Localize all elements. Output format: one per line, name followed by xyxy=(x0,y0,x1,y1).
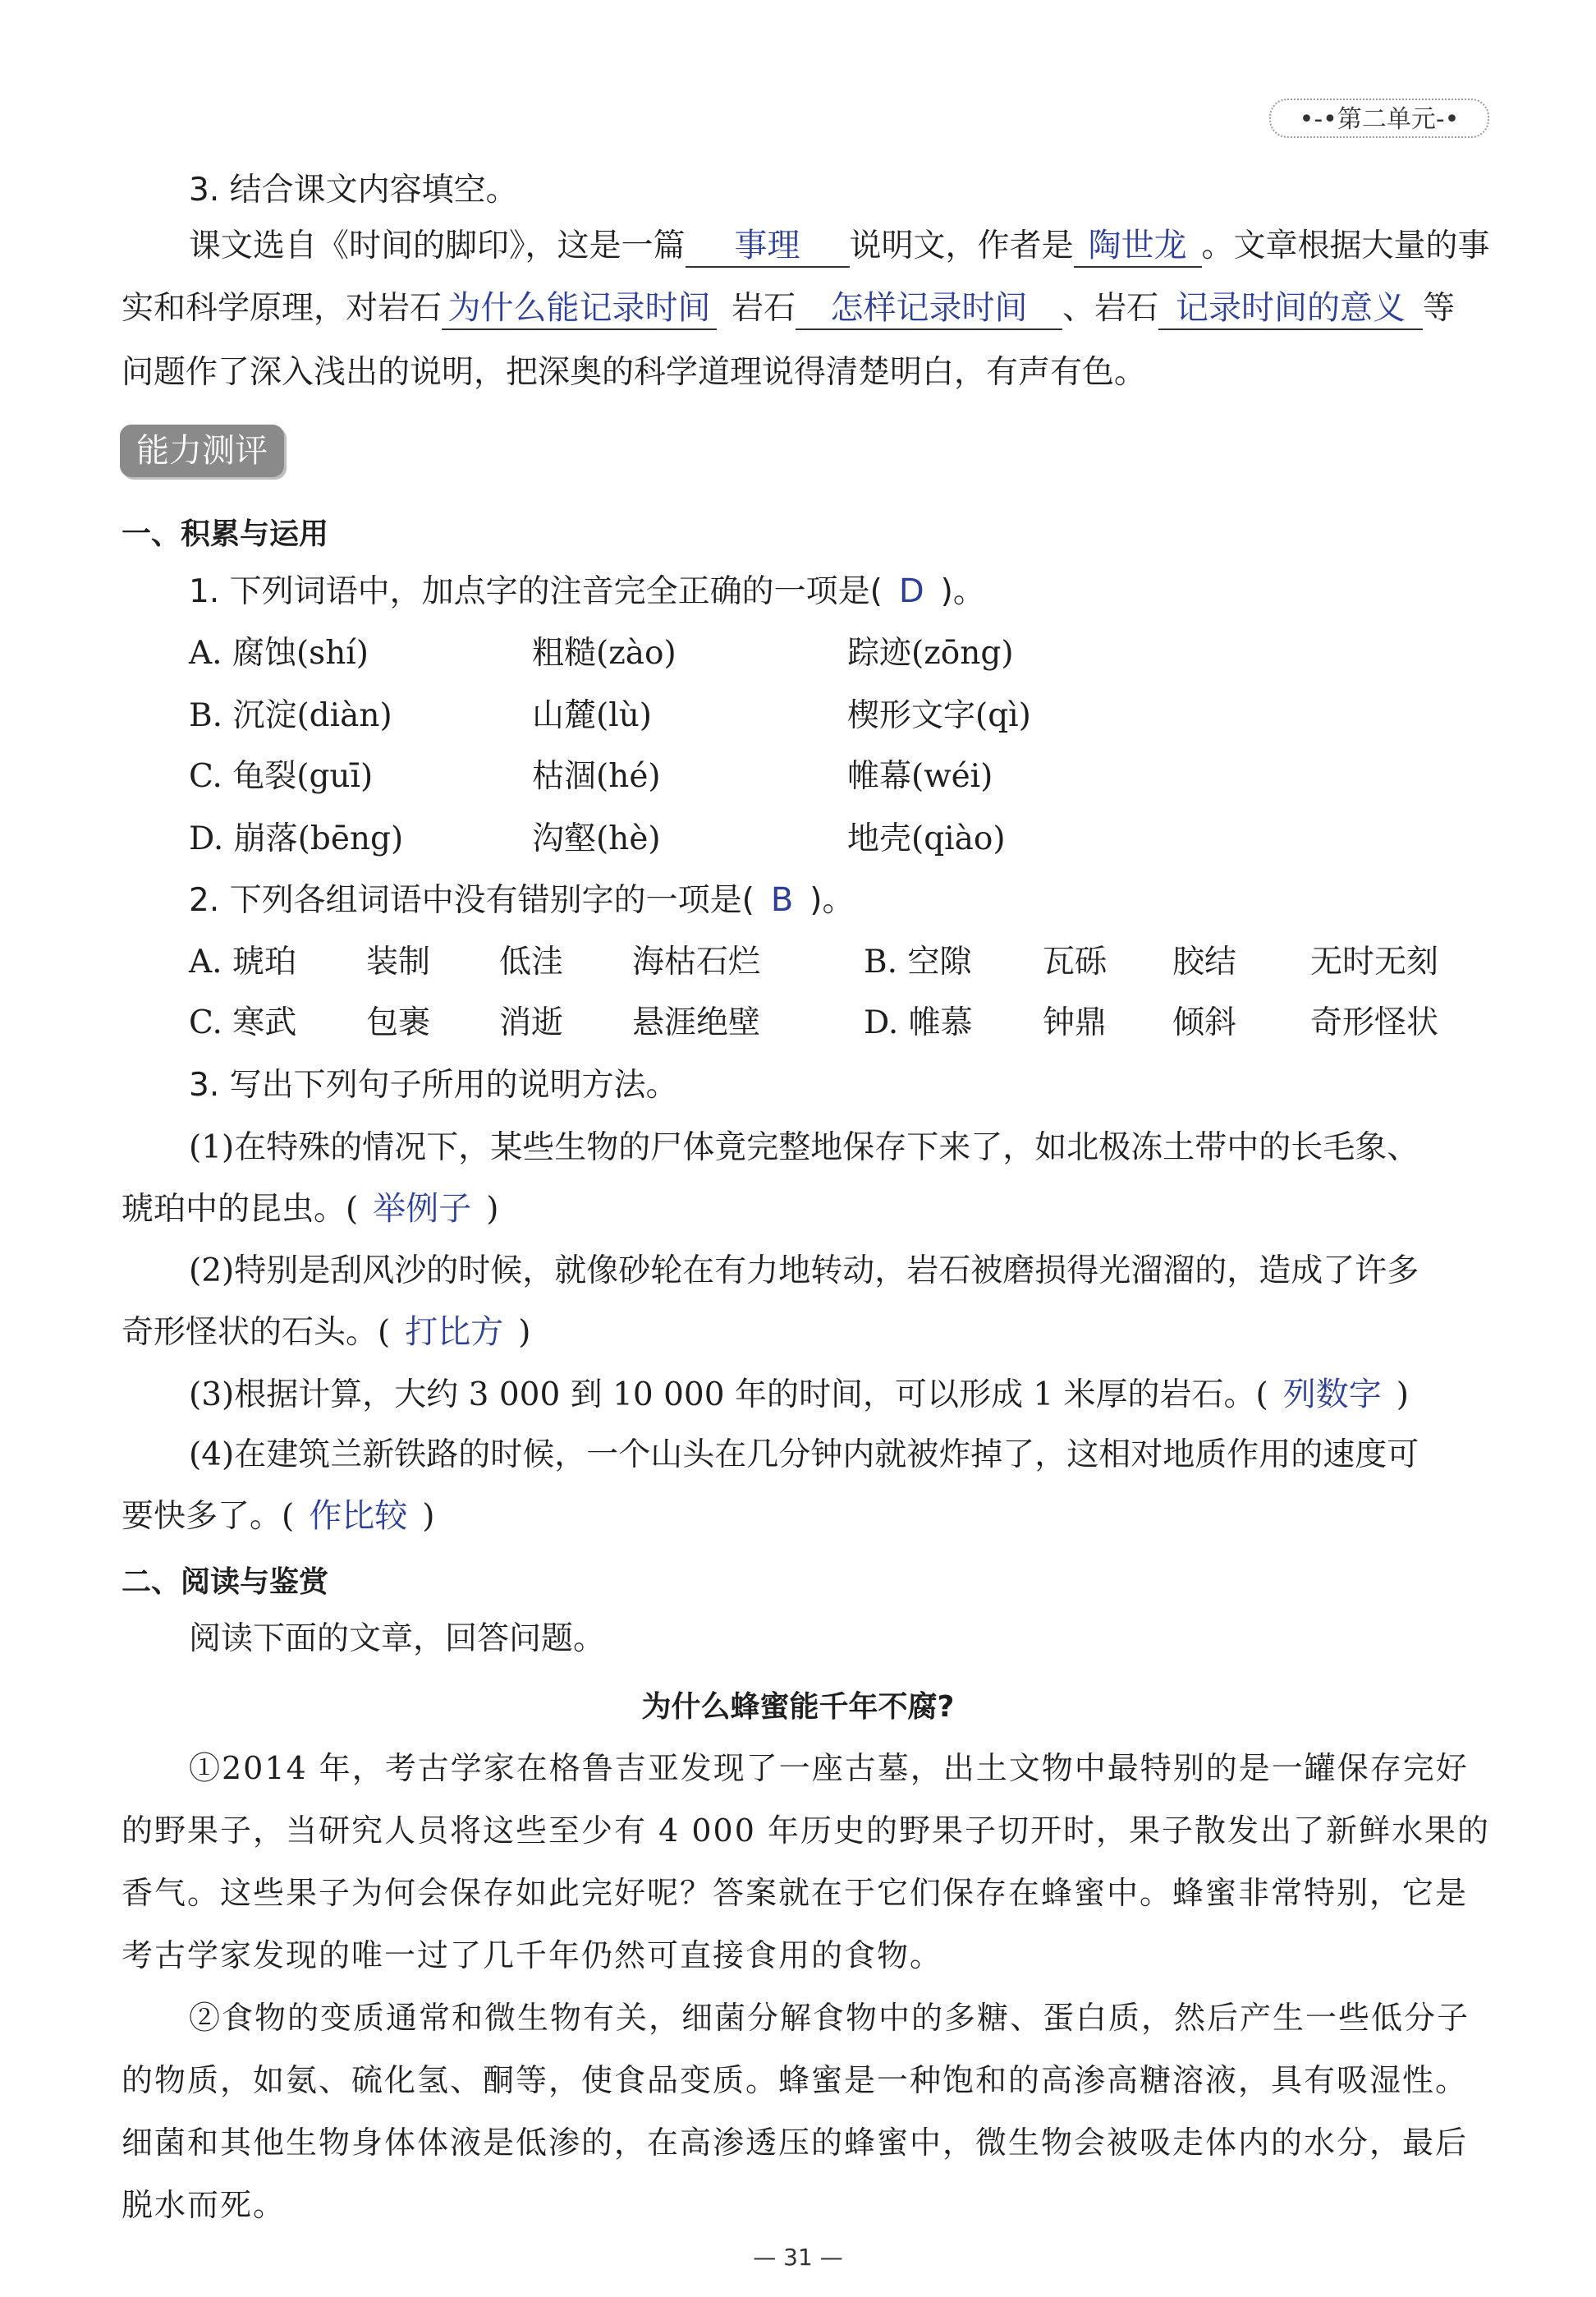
q2-stem-a: 2. 下列各组词语中没有错别字的一项是( xyxy=(189,882,754,919)
fill-line-1-b: 说明文，作者是 xyxy=(849,227,1074,264)
q2-rowD-word-1: 钟鼎 xyxy=(1043,1004,1108,1041)
q3-s2-b: 奇形怪状的石头。( xyxy=(122,1314,391,1351)
q3-s4-b-line xyxy=(122,1493,434,1540)
q3-s2-close: ) xyxy=(518,1314,531,1351)
q3-s1-close: ) xyxy=(486,1191,499,1228)
article-p1-line-2: 香气。这些果子为何会保存如此完好呢？答案就在于它们保存在蜂蜜中。蜂蜜非常特别，它是 xyxy=(122,1875,1469,1911)
answer-meaning: 记录时间的意义 xyxy=(1176,289,1406,327)
answer-how: 怎样记录时间 xyxy=(830,289,1028,327)
q1-stem-a: 1. 下列词语中，加点字的注音完全正确的一项是( xyxy=(189,573,883,610)
q2-answer: B xyxy=(770,881,794,919)
q2-rowB-word-1: 瓦砾 xyxy=(1043,944,1108,981)
answer-why-blank xyxy=(442,288,717,330)
q2-rowC-word-3: 悬涯绝壁 xyxy=(632,1004,761,1041)
q2-rowC-word-2: 消逝 xyxy=(499,1004,564,1041)
answer-meaning-blank xyxy=(1158,288,1423,330)
fill-line-2 xyxy=(122,286,1455,332)
q3-s2-a: (2)特别是刮风沙的时候，就像砂轮在有力地转动，岩石被磨损得光溜溜的，造成了许多 xyxy=(189,1252,1419,1289)
article-p2-line-2: 细菌和其他生物身体体液是低渗的，在高渗透压的蜂蜜中，微生物会被吸走体内的水分，最后 xyxy=(122,2125,1469,2161)
q2-rowA-word-0: A. 琥珀 xyxy=(189,944,296,981)
q2-stem xyxy=(189,877,855,924)
q3-s4-b: 要快多了。( xyxy=(122,1498,295,1535)
q1-option-2-2: 帷幕(wéi) xyxy=(847,758,993,795)
q1-option-0-0: A. 腐蚀(shí) xyxy=(189,635,369,672)
article-title: 为什么蜂蜜能千年不腐? xyxy=(641,1690,955,1724)
fill-line-1 xyxy=(189,223,1490,269)
q3-s3-answer: 列数字 xyxy=(1282,1376,1382,1413)
q3-s4-a: (4)在建筑兰新铁路的时候，一个山头在几分钟内就被炸掉了，这相对地质作用的速度可 xyxy=(189,1436,1419,1473)
q2-rowB-word-3: 无时无刻 xyxy=(1310,944,1439,981)
q1-stem xyxy=(189,568,985,615)
answer-type: 事理 xyxy=(734,227,800,264)
article-p1-line-0: ①2014 年，考古学家在格鲁吉亚发现了一座古墓，出土文物中最特别的是一罐保存完好 xyxy=(189,1750,1469,1786)
part1-heading: 一、积累与运用 xyxy=(122,517,329,551)
q2-rowA-word-3: 海枯石烂 xyxy=(632,944,761,981)
fill-line-3: 问题作了深入浅出的说明，把深奥的科学道理说得清楚明白，有声有色。 xyxy=(122,354,1147,391)
q3-s3-close: ) xyxy=(1396,1376,1409,1413)
article-p2-line-1: 的物质，如氨、硫化氢、酮等，使食品变质。蜂蜜是一种饱和的高渗高糖溶液，具有吸湿性。 xyxy=(122,2062,1469,2098)
q1-stem-b: )。 xyxy=(940,573,985,610)
part2-heading: 二、阅读与鉴赏 xyxy=(122,1565,329,1599)
fill-line-1-c: 。文章根据大量的事 xyxy=(1201,227,1490,264)
fill-line-2-d: 等 xyxy=(1423,290,1456,327)
article-p2-line-3: 脱水而死。 xyxy=(122,2187,287,2223)
q1-option-3-0: D. 崩落(bēng) xyxy=(189,820,404,857)
q2-rowD-word-2: 倾斜 xyxy=(1172,1004,1237,1041)
reading-intro: 阅读下面的文章，回答问题。 xyxy=(189,1620,606,1657)
q1-option-0-2: 踪迹(zōng) xyxy=(847,635,1014,672)
q3-s3-line xyxy=(189,1371,1409,1418)
ability-test-badge: 能力测评 xyxy=(120,425,284,477)
q3-title: 3. 结合课文内容填空。 xyxy=(189,172,518,209)
q2-rowC-word-0: C. 寒武 xyxy=(189,1004,297,1041)
q3-s3: (3)根据计算，大约 3 000 到 10 000 年的时间，可以形成 1 米厚的岩石。( xyxy=(189,1376,1268,1413)
q1-option-1-1: 山麓(lù) xyxy=(532,697,653,734)
q1-option-0-1: 粗糙(zào) xyxy=(532,635,676,672)
q3-s1-b-line xyxy=(122,1186,498,1233)
q3-s2-answer: 打比方 xyxy=(405,1313,504,1351)
q1-answer: D xyxy=(898,572,924,610)
q3b-title: 3. 写出下列句子所用的说明方法。 xyxy=(189,1067,678,1104)
answer-author: 陶世龙 xyxy=(1088,227,1187,264)
q3-s1-a: (1)在特殊的情况下，某些生物的尸体竟完整地保存下来了，如北极冻土带中的长毛象、 xyxy=(189,1129,1419,1166)
fill-line-2-c: 、岩石 xyxy=(1062,290,1159,327)
q2-rowA-word-2: 低洼 xyxy=(499,944,564,981)
article-p1-line-1: 的野果子，当研究人员将这些至少有 4 000 年历史的野果子切开时，果子散发出了新鲜水果的 xyxy=(122,1812,1490,1849)
q2-rowC-word-1: 包裹 xyxy=(366,1004,431,1041)
q1-option-2-0: C. 龟裂(guī) xyxy=(189,758,374,795)
q2-rowA-word-1: 装制 xyxy=(366,944,431,981)
q1-option-3-1: 沟壑(hè) xyxy=(532,820,661,857)
q2-stem-b: )。 xyxy=(809,882,855,919)
q2-rowD-word-0: D. 帷慕 xyxy=(864,1004,973,1041)
q2-rowB-word-0: B. 空隙 xyxy=(864,944,972,981)
unit-tag: •-•第二单元-• xyxy=(1269,99,1489,138)
q3-s2-b-line xyxy=(122,1309,530,1356)
q2-rowB-word-2: 胶结 xyxy=(1172,944,1237,981)
answer-how-blank xyxy=(796,288,1062,330)
page-number: — 31 — xyxy=(753,2244,843,2271)
fill-line-2-b: 岩石 xyxy=(732,290,796,327)
q1-option-1-0: B. 沉淀(diàn) xyxy=(189,697,392,734)
q1-option-3-2: 地壳(qiào) xyxy=(847,820,1006,857)
fill-line-1-a: 课文选自《时间的脚印》，这是一篇 xyxy=(189,227,686,264)
article-p1-line-3: 考古学家发现的唯一过了几千年仍然可直接食用的食物。 xyxy=(122,1937,943,1973)
q3-s4-close: ) xyxy=(422,1498,435,1535)
article-p2-line-0: ②食物的变质通常和微生物有关，细菌分解食物中的多糖、蛋白质，然后产生一些低分子 xyxy=(189,2000,1470,2036)
q2-rowD-word-3: 奇形怪状 xyxy=(1310,1004,1439,1041)
q3-s4-answer: 作比较 xyxy=(309,1497,408,1535)
answer-author-blank xyxy=(1074,226,1202,268)
q1-option-1-2: 楔形文字(qì) xyxy=(847,697,1031,734)
fill-line-2-a: 实和科学原理，对岩石 xyxy=(122,290,443,327)
answer-why: 为什么能记录时间 xyxy=(447,289,711,327)
answer-type-blank xyxy=(686,226,850,268)
q3-s1-b: 琥珀中的昆虫。( xyxy=(122,1191,359,1228)
q1-option-2-1: 枯涸(hé) xyxy=(532,758,661,795)
q3-s1-answer: 举例子 xyxy=(373,1190,472,1228)
